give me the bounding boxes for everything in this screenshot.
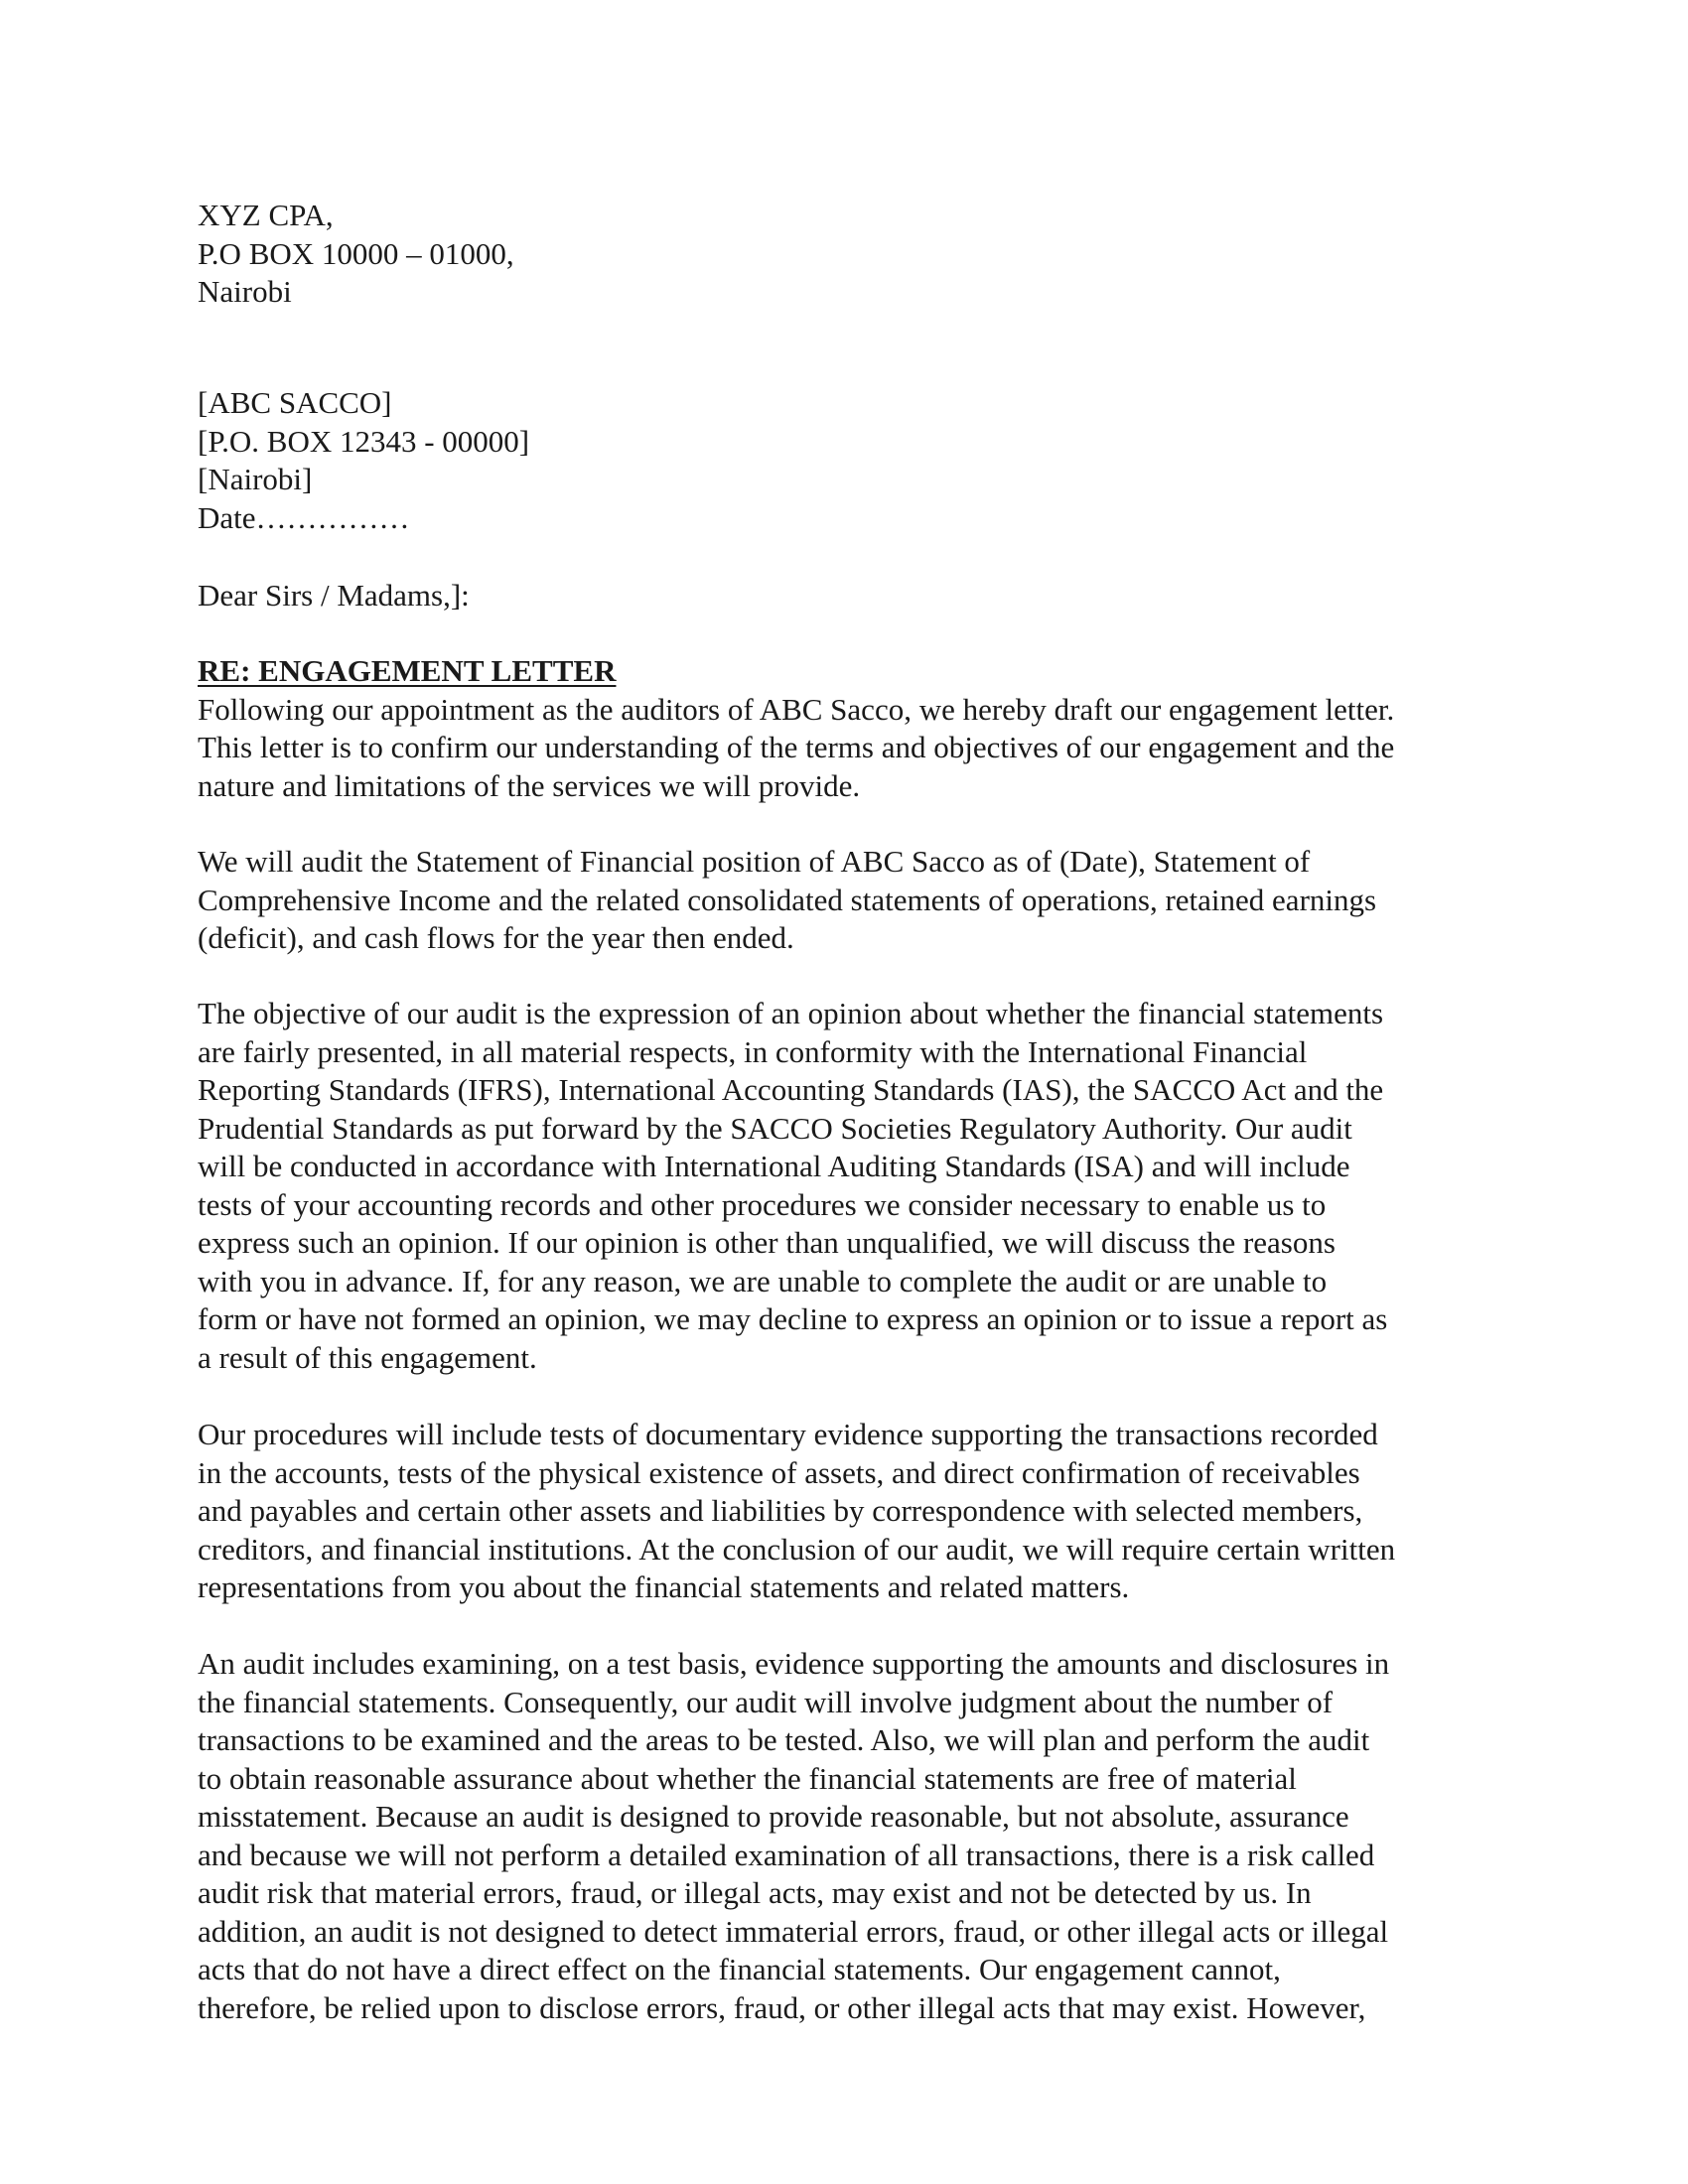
paragraph-line: The objective of our audit is the expression of an opinion about whether the financial statements [198, 996, 1384, 1030]
recipient-address-line: [Nairobi] [198, 462, 313, 496]
paragraph-line: misstatement. Because an audit is designed to provide reasonable, but not absolute, assurance [198, 1799, 1349, 1834]
paragraph-line: and payables and certain other assets and liabilities by correspondence with selected members, [198, 1493, 1363, 1528]
paragraph-line: transactions to be examined and the areas to be tested. Also, we will plan and perform the audit [198, 1722, 1370, 1757]
paragraph-line: audit risk that material errors, fraud, or illegal acts, may exist and not be detected by us. In [198, 1875, 1312, 1910]
paragraph-line: with you in advance. If, for any reason, we are unable to complete the audit or are unable to [198, 1263, 1328, 1298]
paragraph-audit-scope [198, 843, 1508, 958]
recipient-address [198, 384, 1508, 537]
paragraph-line: Comprehensive Income and the related consolidated statements of operations, retained earnings [198, 882, 1377, 917]
paragraph-line: representations from you about the financial statements and related matters. [198, 1570, 1130, 1604]
letter-date: Date…………… [198, 499, 410, 535]
paragraph-line: An audit includes examining, on a test basis, evidence supporting the amounts and disclosures in [198, 1646, 1390, 1681]
recipient-address-line: [P.O. BOX 12343 - 00000] [198, 423, 530, 459]
paragraph-line: Reporting Standards (IFRS), International Accounting Standards (IAS), the SACCO Act and the [198, 1072, 1384, 1107]
sender-address-line: XYZ CPA, [198, 198, 334, 232]
paragraph-line: therefore, be relied upon to disclose errors, fraud, or other illegal acts that may exist. However, [198, 1989, 1366, 2025]
paragraph-audit-procedures [198, 1416, 1508, 1607]
subject-heading: RE: ENGAGEMENT LETTER [198, 653, 617, 688]
paragraph-line: to obtain reasonable assurance about whether the financial statements are free of material [198, 1760, 1297, 1796]
salutation [198, 577, 1508, 615]
paragraph-line: Following our appointment as the auditors of ABC Sacco, we hereby draft our engagement letter. [198, 691, 1395, 727]
paragraph-line: acts that do not have a direct effect on the financial statements. Our engagement cannot, [198, 1952, 1281, 1986]
paragraph-line: nature and limitations of the services we will provide. [198, 767, 861, 803]
paragraph-line: (deficit), and cash flows for the year then ended. [198, 920, 794, 955]
paragraph-line: will be conducted in accordance with International Auditing Standards (ISA) and will include [198, 1149, 1350, 1183]
paragraph-line: are fairly presented, in all material respects, in conformity with the International Financial [198, 1033, 1308, 1069]
paragraph-line: creditors, and financial institutions. At the conclusion of our audit, we will require certain written [198, 1531, 1396, 1567]
paragraph-line: Prudential Standards as put forward by the SACCO Societies Regulatory Authority. Our audit [198, 1110, 1352, 1146]
paragraph-audit-limitations [198, 1645, 1508, 2027]
paragraph-line: tests of your accounting records and other procedures we consider necessary to enable us to [198, 1186, 1327, 1222]
paragraph-line: a result of this engagement. [198, 1339, 537, 1375]
recipient-address-line: [ABC SACCO] [198, 385, 392, 420]
paragraph-line: the financial statements. Consequently, our audit will involve judgment about the number of [198, 1684, 1334, 1719]
sender-address-line: P.O BOX 10000 – 01000, [198, 235, 514, 271]
salutation-text: Dear Sirs / Madams,]: [198, 578, 470, 613]
paragraph-line: in the accounts, tests of the physical existence of assets, and direct confirmation of receivables [198, 1454, 1360, 1490]
paragraph-audit-objective [198, 995, 1508, 1377]
paragraph-line: and because we will not perform a detailed examination of all transactions, there is a risk called [198, 1837, 1375, 1872]
paragraph-line: addition, an audit is not designed to detect immaterial errors, fraud, or other illegal acts or illegal [198, 1913, 1389, 1949]
sender-address-line: Nairobi [198, 274, 292, 309]
paragraph-line: express such an opinion. If our opinion is other than unqualified, we will discuss the reasons [198, 1225, 1336, 1260]
paragraph-line: We will audit the Statement of Financial position of ABC Sacco as of (Date), Statement of [198, 844, 1311, 879]
paragraph-line: This letter is to confirm our understanding of the terms and objectives of our engagement and the [198, 730, 1395, 764]
sender-address [198, 197, 1508, 312]
subject-and-intro [198, 652, 1508, 805]
paragraph-line: form or have not formed an opinion, we may decline to express an opinion or to issue a report as [198, 1301, 1388, 1336]
paragraph-line: Our procedures will include tests of documentary evidence supporting the transactions recorded [198, 1417, 1378, 1451]
